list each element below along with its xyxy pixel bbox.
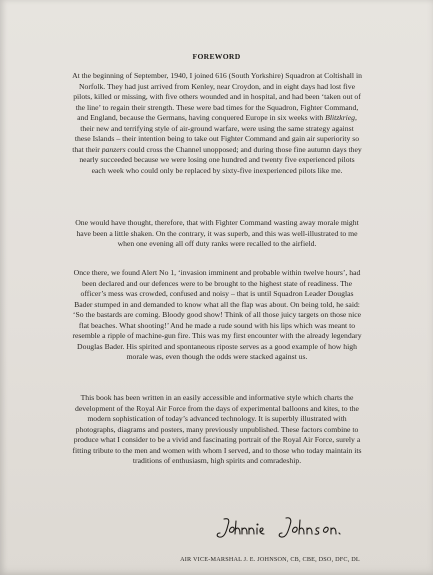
handwritten-signature: [214, 513, 364, 543]
paragraph-3: Once there, we found Alert No 1, ‘invasion imminent and probable within twelve hours’, had been declared and our defences were to be brought to the highest state of readiness. The officer’s mess was crowded, confused and noisy – that is until Squadron Leader Douglas Bader stumped in and demanded to know what all the flap was about. On being told, he said: ‘So the bastards are coming. Bloody good show! Think of all those juicy targets on those nice flat beaches. What shooting!’ And he made a rude sound with his lips which was meant to resemble a ripple of machine-gun fire. This was my first encounter with the already legendary Douglas Bader. His spirited and spontaneous riposte serves as a good example of how high morale was, even though the odds were stacked against us.: [72, 268, 362, 361]
paragraph-1-part-b: , their new and terrifying style of air-ground warfare, were using the same strategy against these Islands – their intention being to take out Fighter Command and gain air superiority so that their: [72, 113, 360, 154]
paragraph-1-part-c: could cross the Channel unopposed; and during those fine autumn days they nearly succeeded because we were losing one hundred and twenty five experienced pilots each week who could only be replaced by sixty-five inexperienced pilots like me.: [79, 144, 362, 175]
paragraph-1-emphasis-2: panzers: [101, 144, 126, 154]
paragraph-1-part-a: At the beginning of September, 1940, I joined 616 (South Yorkshire) Squadron at Coltishall in Norfolk. They had just arrived from Kenley, near Croydon, and in eight days had lost five pilots, killed or missing, with five others wounded and in hospital, and had been ‘taken out of the line’ to regain their strength. These were bad times for the Squadron, Fighter Command, and England, because the Germans, having conquered Europe in six weeks with: [72, 71, 362, 122]
signatory-name: AIR VICE-MARSHAL J. E. JOHNSON, CB, CBE, DSO, DFC, DL: [180, 556, 360, 563]
paragraph-4: This book has been written in an easily accessible and informative style which charts the development of the Royal Air Force from the days of experimental balloons and kites, to the modern sophistication of today’s advanced technology. It is superbly illustrated with photographs, diagrams and posters, many previously unpublished. These factors combine to produce what I consider to be a vivid and fascinating portrait of the Royal Air Force, surely a fitting tribute to the men and women with whom I served, and to those who today maintain its traditions of enthusiasm, high spirits and comradeship.: [72, 393, 362, 465]
paragraph-1-emphasis-1: Blitzkrieg: [325, 113, 356, 122]
paragraph-1: [72, 71, 362, 176]
page-title: FOREWORD: [192, 52, 241, 61]
paragraph-2: One would have thought, therefore, that with Fighter Command wasting away morale might have been a little shaken. On the contrary, it was superb, and this was well-illustrated to me when one evening all off duty ranks were recalled to the airfield.: [75, 218, 359, 248]
